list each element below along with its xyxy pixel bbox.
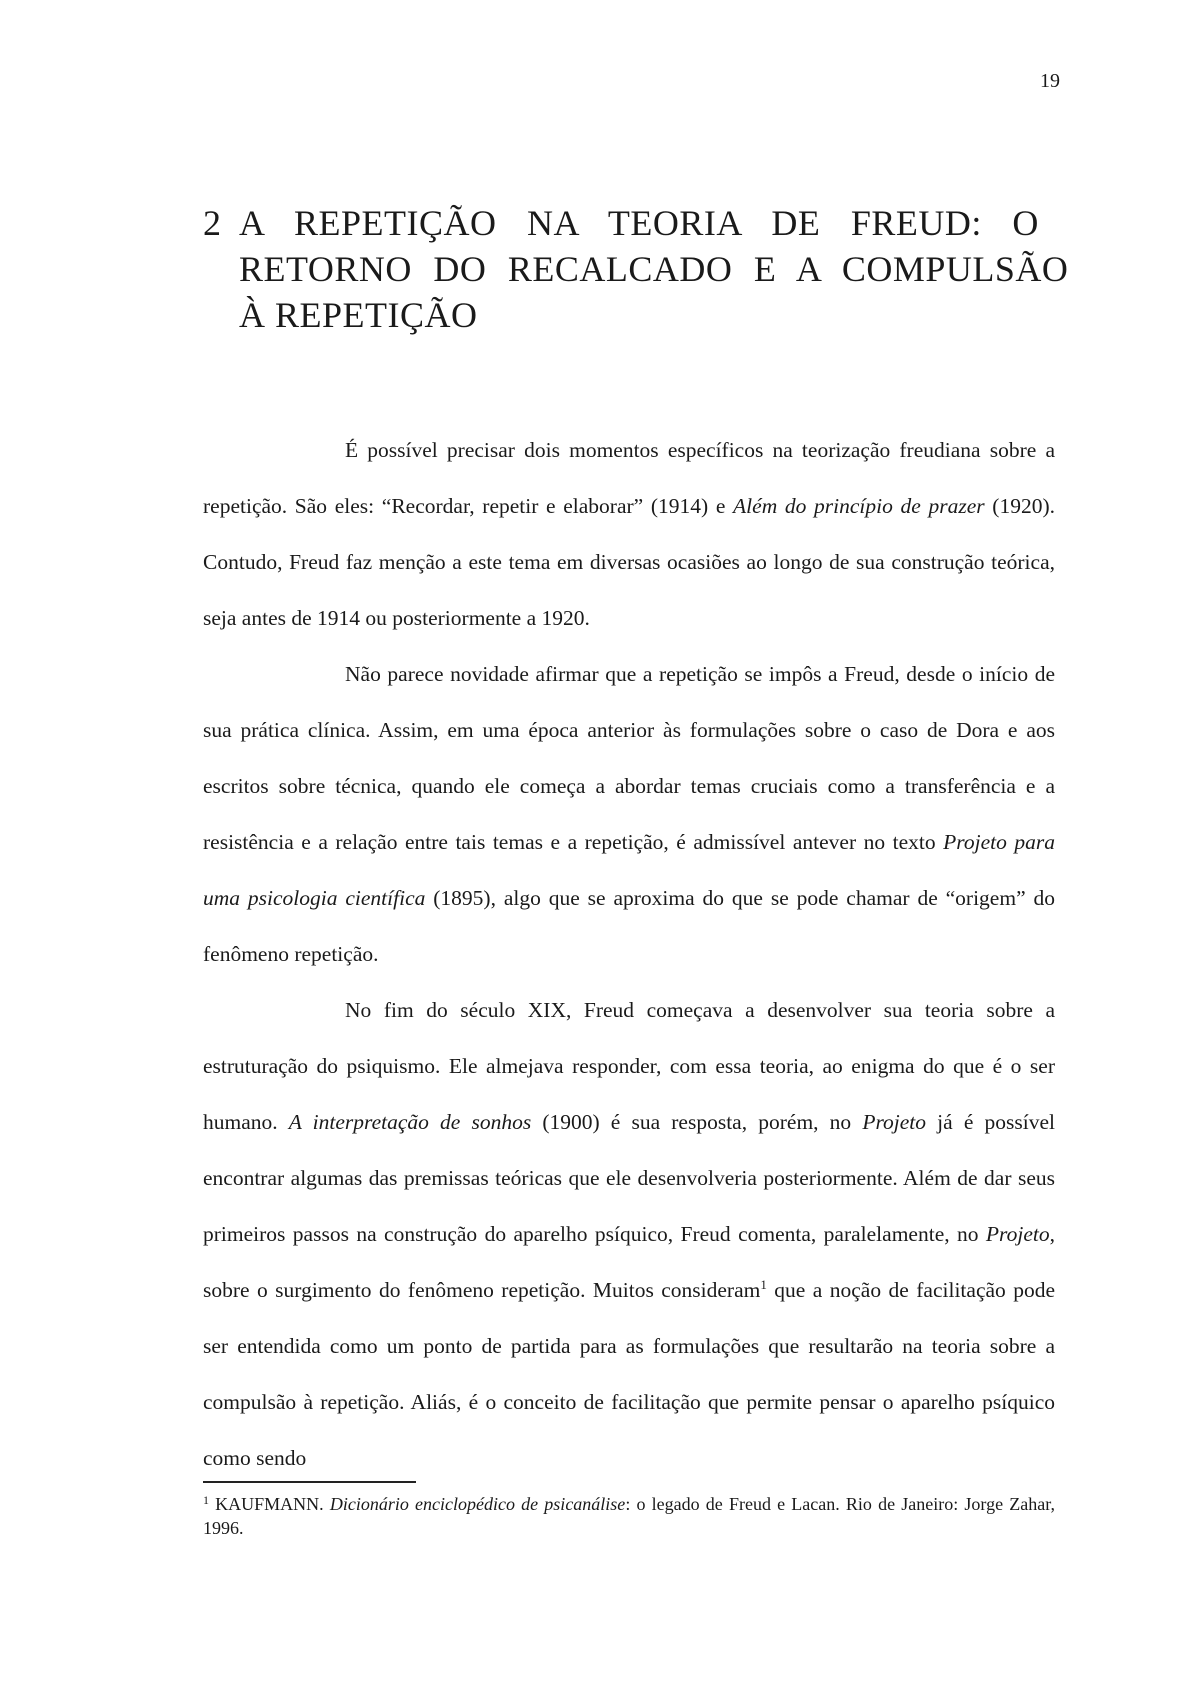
chapter-title-line: À REPETIÇÃO [239,295,478,335]
paragraph [203,646,1055,982]
chapter-number: 2 [203,203,222,243]
footnote-separator [203,1481,416,1483]
footnote-marker: 1 [203,1493,209,1507]
chapter-title-text [239,200,1068,338]
text-run: (1900) é sua resposta, porém, no [531,1110,863,1134]
chapter-title [203,200,1069,338]
text-run: que a noção de facilitação pode ser entendida como um ponto de partida para as formulações que resultarão na teoria sobre a compulsão à repetição. Aliás, é o conceito de facilitação que permite pensar o aparelho psíquico como sendo [203,1278,1056,1470]
footnote [203,1492,1055,1540]
book-title: A interpretação de sonhos [288,1110,532,1134]
text-run: Não parece novidade afirmar que a repetição se impôs a Freud, desde o início de sua prática clínica. Assim, em uma época anterior às formulações sobre o caso de Dora e aos escritos sobre técnica, quando ele começa a abordar temas cruciais como a transferência e a resistência e a relação entre tais temas e a repetição, é admissível antever no texto [203,662,1055,854]
text-run: : o legado de Freud e Lacan. Rio de Janeiro: Jorge Zahar, 1996. [203,1494,1055,1538]
chapter-title-line: A REPETIÇÃO NA TEORIA DE FREUD: O [239,203,1039,243]
paragraph [203,982,1055,1486]
book-title: Projeto [985,1222,1050,1246]
page-number: 19 [1040,70,1060,92]
book-title: Dicionário enciclopédico de psicanálise [329,1494,626,1514]
text-run: (1920). Contudo, Freud faz menção a este tema em diversas ocasiões ao longo de sua construção teórica, seja antes de 1914 ou posteriormente a 1920. [203,494,1055,630]
text-run: , sobre o surgimento do fenômeno repetição. Muitos consideram [203,1222,1055,1302]
text-run: KAUFMANN. [209,1494,330,1514]
text-run: já é possível encontrar algumas das premissas teóricas que ele desenvolveria posteriormente. Além de dar seus primeiros passos na construção do aparelho psíquico, Freud comenta, paralelamente, no [203,1110,1055,1246]
body-text [203,422,1055,1486]
text-run: É possível precisar dois momentos específicos na teorização freudiana sobre a repetição. São eles: “Recordar, repetir e elaborar” (1914) e [203,438,1055,518]
text-run: (1895), algo que se aproxima do que se pode chamar de “origem” do fenômeno repetição. [203,886,1055,966]
paragraph [203,422,1055,646]
text-run: No fim do século XIX, Freud começava a desenvolver sua teoria sobre a estruturação do psiquismo. Ele almejava responder, com essa teoria, ao enigma do que é o ser humano. [203,998,1055,1134]
book-title: Além do princípio de prazer [733,494,985,518]
footnote-reference[interactable]: 1 [760,1277,767,1292]
book-title: Projeto [862,1110,927,1134]
chapter-title-line: RETORNO DO RECALCADO E A COMPULSÃO [239,249,1069,289]
book-title: Projeto para uma psicologia científica [203,830,1056,910]
